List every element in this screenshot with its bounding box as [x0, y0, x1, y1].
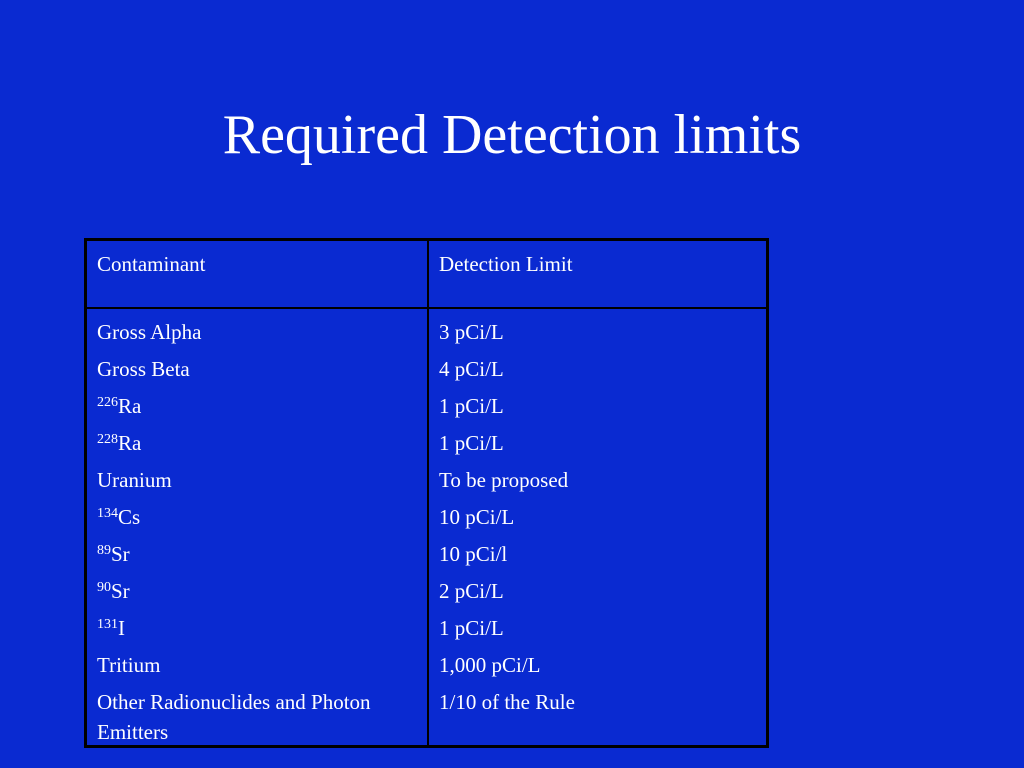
table [87, 241, 766, 747]
detection-limit-value: 10 pCi/L [439, 505, 515, 529]
contaminant-entry [97, 650, 417, 687]
contaminant-entry [97, 687, 417, 747]
detection-limit-value: 1 pCi/L [439, 394, 504, 418]
detection-limit-value: To be proposed [439, 468, 569, 492]
detection-limit-value: 4 pCi/L [439, 357, 504, 381]
isotope-mass-number: 90 [97, 580, 111, 595]
isotope-mass-number: 89 [97, 543, 111, 558]
contaminant-entry [97, 354, 417, 391]
detection-limit-value: 1,000 pCi/L [439, 653, 541, 677]
contaminant-entry [97, 539, 417, 576]
isotope-mass-number: 228 [97, 432, 118, 447]
header-contaminant: Contaminant [87, 241, 428, 308]
table-header-row [87, 241, 766, 308]
slide-title: Required Detection limits [222, 104, 802, 166]
detection-limit-value: 1/10 of the Rule [439, 690, 575, 714]
detection-limit-value: 3 pCi/L [439, 320, 504, 344]
contaminant-entry [97, 502, 417, 539]
contaminant-entry [97, 576, 417, 613]
contaminant-entry [97, 465, 417, 502]
contaminant-name: Other Radionuclides and Photon Emitters [97, 690, 371, 744]
contaminant-name: Cs [118, 505, 141, 529]
contaminant-name: Uranium [97, 468, 172, 492]
detection-limit-column [428, 308, 766, 747]
contaminant-name: I [118, 616, 125, 640]
contaminant-name: Sr [111, 579, 130, 603]
table-body-row [87, 308, 766, 747]
isotope-mass-number: 226 [97, 395, 118, 410]
contaminant-name: Tritium [97, 653, 161, 677]
contaminant-name: Sr [111, 542, 130, 566]
contaminant-name: Gross Alpha [97, 320, 202, 344]
contaminant-name: Ra [118, 394, 142, 418]
detection-limit-value: 2 pCi/L [439, 579, 504, 603]
isotope-mass-number: 131 [97, 617, 118, 632]
detection-limit-value: 1 pCi/L [439, 616, 504, 640]
contaminant-column [87, 308, 428, 747]
contaminant-name: Ra [118, 431, 142, 455]
detection-limit-value: 1 pCi/L [439, 431, 504, 455]
contaminant-entry [97, 613, 417, 650]
contaminant-entry [97, 428, 417, 465]
contaminant-entry [97, 317, 417, 354]
isotope-mass-number: 134 [97, 506, 118, 521]
detection-limit-value: 10 pCi/l [439, 542, 508, 566]
header-detection-limit: Detection Limit [428, 241, 766, 308]
contaminant-entry [97, 391, 417, 428]
contaminant-name: Gross Beta [97, 357, 190, 381]
detection-limits-table [84, 238, 769, 748]
